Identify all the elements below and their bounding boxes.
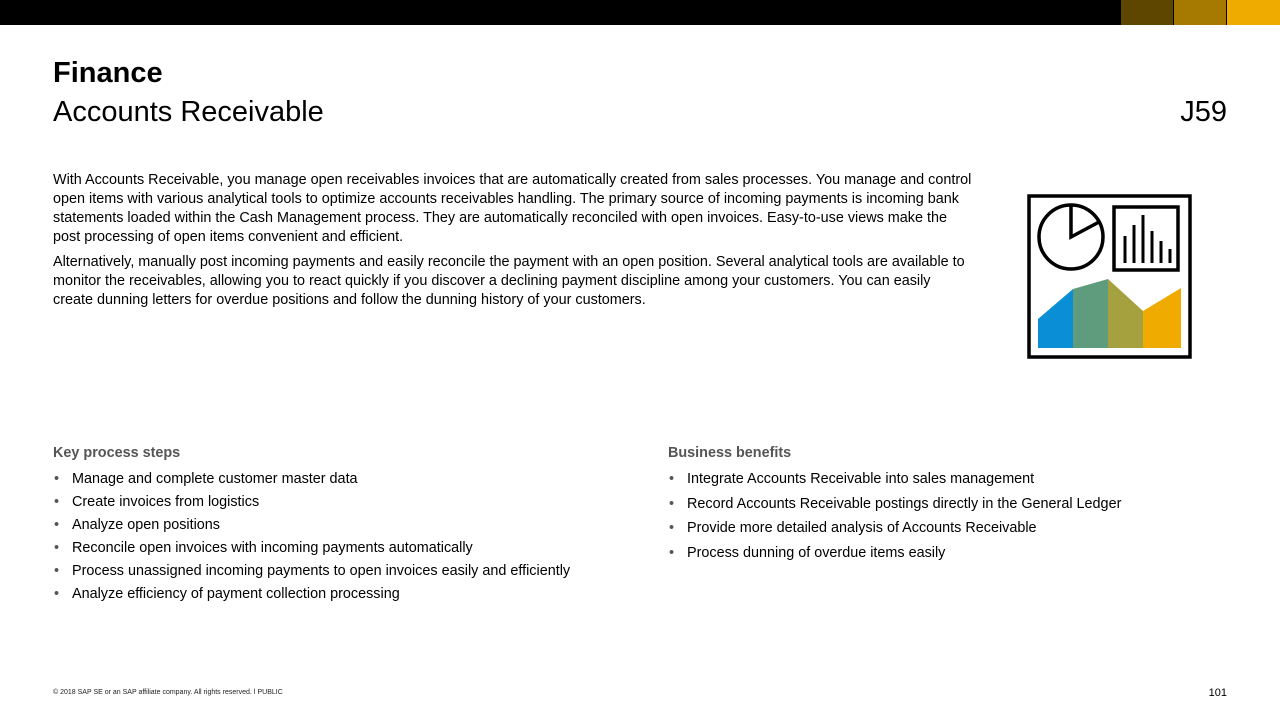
page-number: 101: [1208, 687, 1227, 699]
key-process-steps-list: [53, 470, 573, 603]
list-item: • Process dunning of overdue items easily: [668, 544, 1228, 562]
page-title: Finance: [53, 57, 163, 89]
list-item: • Create invoices from logistics: [53, 493, 573, 511]
list-item: • Analyze open positions: [53, 516, 573, 534]
list-item: • Analyze efficiency of payment collection processing: [53, 585, 573, 603]
area-segment-blue: [1038, 289, 1073, 348]
bar-chart-icon: [1114, 207, 1178, 270]
top-brand-bar: [0, 0, 1280, 25]
intro-paragraph: Alternatively, manually post incoming payments and easily reconcile the payment with an open position. Several analytical tools are available to monitor the receivables, allowing you to react quickly if you discover a declining payment discipline among your customers. You can easily create dunning letters for overdue positions and follow the dunning history of your customers.: [53, 254, 965, 308]
pie-chart-icon: [1039, 205, 1103, 269]
business-benefits-list: [668, 470, 1228, 562]
list-item: • Integrate Accounts Receivable into sales management: [668, 470, 1228, 488]
area-segment-green: [1073, 279, 1108, 348]
area-chart-icon: [1038, 279, 1181, 348]
key-process-steps-heading: Key process steps: [53, 445, 181, 461]
business-benefits: [668, 444, 1228, 568]
area-segment-olive: [1108, 279, 1143, 348]
list-item: • Record Accounts Receivable postings directly in the General Ledger: [668, 495, 1228, 513]
brand-block-dark: [1121, 0, 1173, 25]
list-item: • Provide more detailed analysis of Accounts Receivable: [668, 519, 1228, 537]
scope-item-code: J59: [1180, 96, 1227, 128]
business-benefits-heading: Business benefits: [668, 445, 792, 461]
analytics-dashboard-icon: [1026, 193, 1193, 360]
copyright-footer: © 2018 SAP SE or an SAP affiliate company. All rights reserved. ǀ PUBLIC: [53, 689, 283, 696]
list-item: • Reconcile open invoices with incoming payments automatically: [53, 539, 573, 557]
intro-text: [53, 171, 973, 316]
page-subtitle: Accounts Receivable: [53, 96, 324, 128]
list-item: • Process unassigned incoming payments to open invoices easily and efficiently: [53, 562, 573, 580]
brand-block-medium: [1174, 0, 1226, 25]
key-process-steps: [53, 444, 573, 608]
brand-block-gold: [1227, 0, 1280, 25]
list-item: • Manage and complete customer master data: [53, 470, 573, 488]
intro-paragraph: With Accounts Receivable, you manage open receivables invoices that are automatically created from sales processes. You manage and control open items with various analytical tools to optimize accounts receivables handling. The primary source of incoming payments is incoming bank statements loaded within the Cash Management process. They are automatically reconciled with open invoices. Easy-to-use views make the post processing of open items convenient and efficient.: [53, 172, 972, 245]
area-segment-gold: [1143, 288, 1181, 348]
